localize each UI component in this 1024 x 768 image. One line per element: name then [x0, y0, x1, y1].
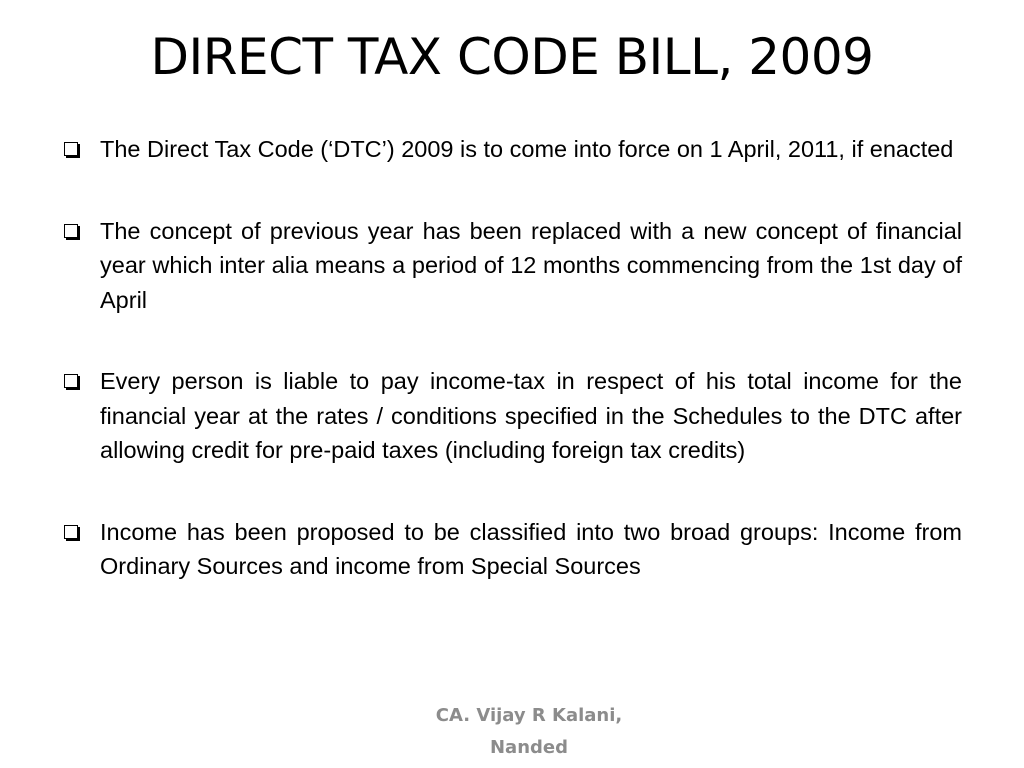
- bullet-list: [62, 132, 962, 631]
- checkbox-bullet-icon: [64, 525, 78, 539]
- bullet-text: The Direct Tax Code (‘DTC’) 2009 is to come into force on 1 April, 2011, if enacted: [100, 136, 954, 162]
- footer-line-1: CA. Vijay R Kalani,: [435, 705, 623, 726]
- checkbox-bullet-icon: [64, 224, 78, 238]
- bullet-text: Income has been proposed to be classified into two broad groups: Income from Ordinary Sources and income from Special Sources: [100, 518, 962, 579]
- bullet-text: Every person is liable to pay income-tax in respect of his total income for the financial year at the rates / conditions specified in the Schedules to the DTC after allowing credit for pre-paid taxes (including foreign tax credits): [100, 368, 962, 463]
- list-item: [62, 515, 962, 584]
- bullet-text: The concept of previous year has been replaced with a new concept of financial year which inter alia means a period of 12 months commencing from the 1st day of April: [100, 217, 962, 313]
- slide-title: DIRECT TAX CODE BILL, 2009: [150, 28, 874, 86]
- list-item: [62, 214, 962, 318]
- checkbox-bullet-icon: [64, 142, 78, 156]
- footer-line-2: Nanded: [489, 737, 568, 758]
- footer-author: [424, 700, 634, 764]
- list-item: [62, 132, 962, 167]
- checkbox-bullet-icon: [64, 374, 78, 388]
- list-item: [62, 364, 962, 468]
